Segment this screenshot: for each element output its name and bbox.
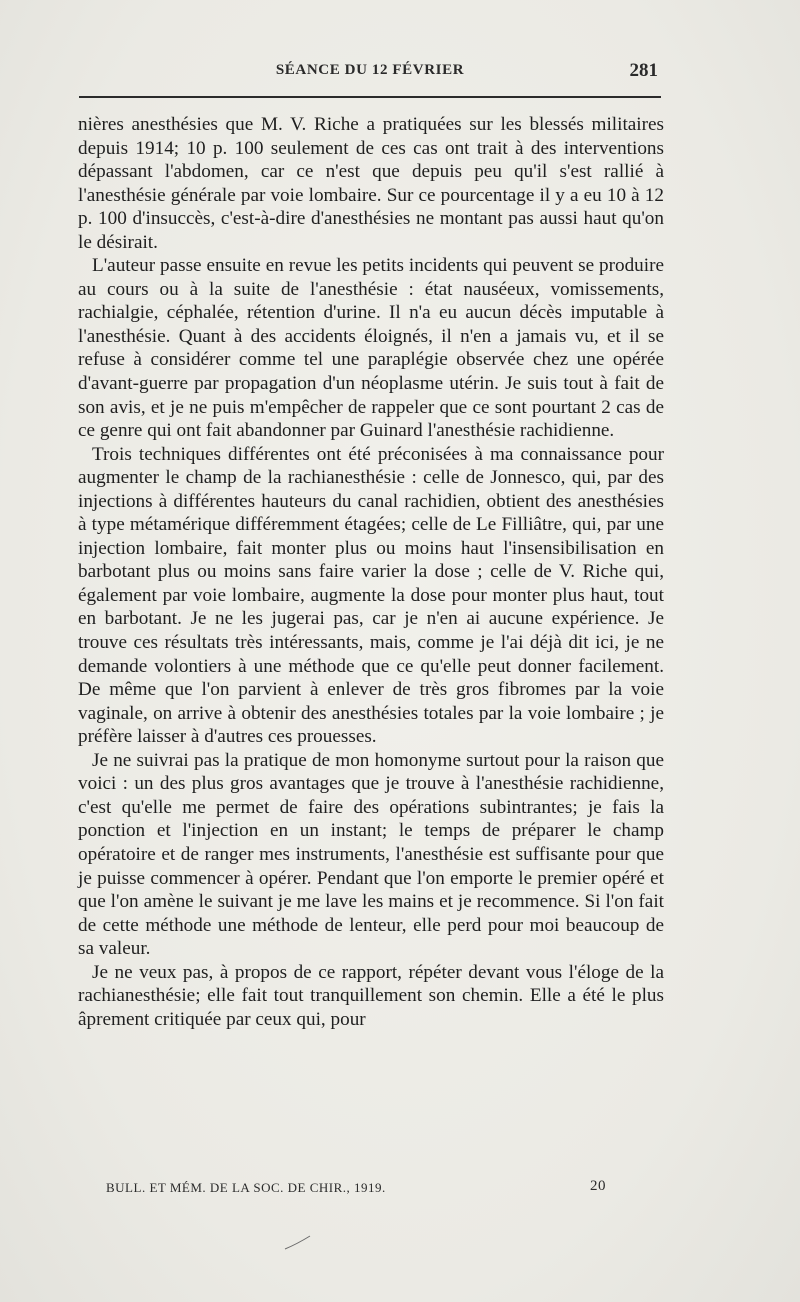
page-footer	[106, 1180, 606, 1204]
publication-line: BULL. ET MÉM. DE LA SOC. DE CHIR., 1919.	[106, 1180, 386, 1195]
header-rule	[79, 96, 661, 98]
stray-pen-mark	[283, 1232, 313, 1252]
paragraph-2: L'auteur passe ensuite en revue les petits incidents qui peuvent se produire au cours ou à la suite de l'anesthésie : état nauséeux, vomissements, rachialgie, céphalée, rétention d'urine. Il n'a eu aucun décès imputable à l'anesthésie. Quant à des accidents éloignés, il n'en a jamais vu, et il se refuse à considérer comme tel une paraplégie observée chez une opérée d'avant-guerre par propagation d'un néoplasme utérin. Je suis tout à fait de son avis, et je ne puis m'empêcher de rappeler que ce sont pourtant 2 cas de ce genre qui ont fait abandonner par Guinard l'anesthésie rachidienne.	[78, 255, 664, 442]
paragraph-5: Je ne veux pas, à propos de ce rapport, répéter devant vous l'éloge de la rachianesthésie; elle fait tout tranquillement son chemin. Elle a été le plus âprement critiquée par ceux qui, pour	[78, 961, 664, 1030]
body-text	[78, 113, 664, 1031]
paragraph-1: nières anesthésies que M. V. Riche a pratiquées sur les blessés militaires depuis 1914; 10 p. 100 seulement de ces cas ont trait à des interventions dépassant l'abdomen, car ce n'est que depuis peu qu'il s'est rallié à l'anesthésie générale par voie lombaire. Sur ce pourcentage il y a eu 10 à 12 p. 100 d'insuccès, c'est-à-dire d'anesthésies ne montant pas aussi haut qu'on le désirait.	[78, 114, 664, 253]
running-title: SÉANCE DU 12 FÉVRIER	[275, 62, 465, 78]
paragraph-3: Trois techniques différentes ont été préconisées à ma connaissance pour augmenter le champ de la rachianesthésie : celle de Jonnesco, qui, par des injections à différentes hauteurs du canal rachidien, obtient des anesthésies à type métamérique différemment étagées; celle de Le Filliâtre, qui, par une injection lombaire, fait monter plus ou moins haut l'insensibilisation en barbotant plus ou moins sans faire varier la dose ; celle de V. Riche qui, également par voie lombaire, augmente la dose pour monter plus haut, tout en barbotant. Je ne les jugerai pas, car je n'en ai aucune expérience. Je trouve ces résultats très intéressants, mais, comme je l'ai déjà dit ici, je ne demande volontiers à une méthode que ce qu'elle peut donner facilement. De même que l'on parvient à enlever de très gros fibromes par la voie vaginale, on arrive à obtenir des anesthésies totales par la voie lombaire ; je préfère laisser à d'autres ces prouesses.	[78, 443, 664, 748]
running-head	[78, 60, 662, 88]
page-number: 281	[629, 60, 658, 81]
signature-mark: 20	[590, 1178, 606, 1194]
paragraph-4: Je ne suivrai pas la pratique de mon homonyme surtout pour la raison que voici : un des plus gros avantages que je trouve à l'anesthésie rachidienne, c'est qu'elle me permet de faire des opérations subintrantes; je fais la ponction et l'injection en un instant; le temps de préparer le champ opératoire et de ranger mes instruments, l'anesthésie est suffisante pour que je puisse commencer à opérer. Pendant que l'on emporte le premier opéré et que l'on amène le suivant je me lave les mains et je recommence. Si l'on fait de cette méthode une méthode de lenteur, elle perd pour moi beaucoup de sa valeur.	[78, 749, 664, 960]
